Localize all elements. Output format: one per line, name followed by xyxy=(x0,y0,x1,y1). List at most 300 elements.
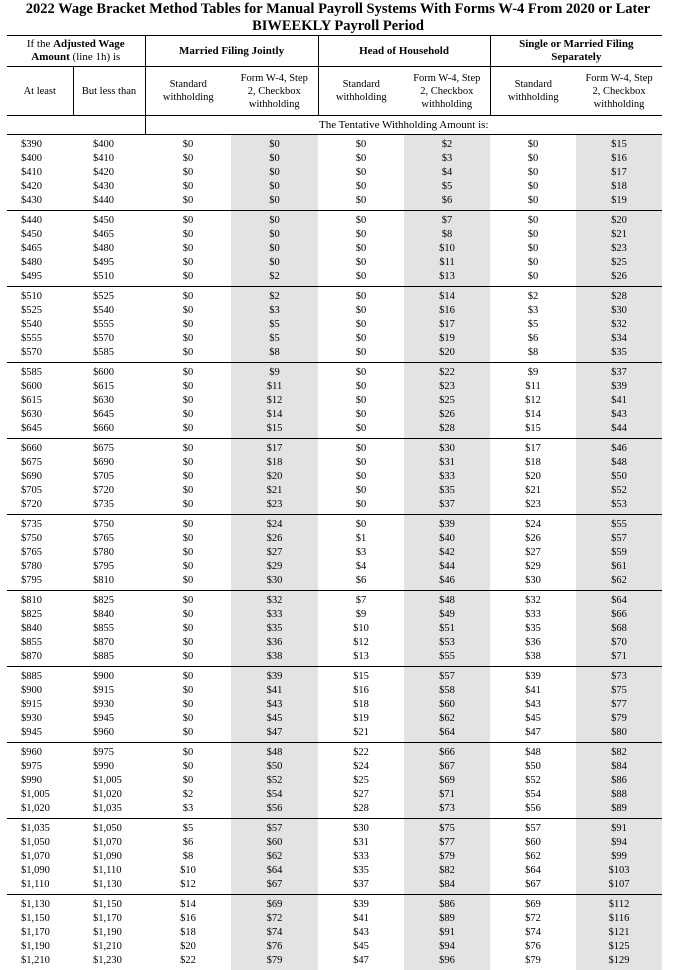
mfj-standard-cell: $0 xyxy=(145,456,231,470)
single-checkbox-cell: $28 xyxy=(576,287,662,305)
hoh-checkbox-cell: $11 xyxy=(404,256,490,270)
single-standard-cell: $20 xyxy=(490,470,576,484)
hoh-standard-cell: $0 xyxy=(318,318,404,332)
at-least-cell: $1,170 xyxy=(7,926,73,940)
single-standard-cell: $36 xyxy=(490,636,576,650)
single-standard-cell: $32 xyxy=(490,591,576,609)
mfj-standard-cell: $0 xyxy=(145,470,231,484)
hoh-standard-cell: $13 xyxy=(318,650,404,667)
mfj-checkbox-cell: $45 xyxy=(231,712,318,726)
at-least-cell: $630 xyxy=(7,408,73,422)
mfj-checkbox-cell: $56 xyxy=(231,802,318,819)
single-checkbox-cell: $80 xyxy=(576,726,662,743)
hoh-standard-cell: $15 xyxy=(318,667,404,685)
at-least-cell: $440 xyxy=(7,211,73,229)
hoh-standard-cell: $37 xyxy=(318,878,404,895)
at-least-cell: $915 xyxy=(7,698,73,712)
but-less-than-cell: $440 xyxy=(73,194,145,211)
single-standard-cell: $24 xyxy=(490,515,576,533)
but-less-than-cell: $810 xyxy=(73,574,145,591)
single-standard-cell: $60 xyxy=(490,836,576,850)
table-row xyxy=(7,439,662,457)
but-less-than-cell: $660 xyxy=(73,422,145,439)
single-standard-cell: $38 xyxy=(490,650,576,667)
hoh-standard-cell: $0 xyxy=(318,456,404,470)
but-less-than-cell: $1,230 xyxy=(73,954,145,970)
single-standard-cell: $0 xyxy=(490,256,576,270)
single-checkbox-cell: $48 xyxy=(576,456,662,470)
mfj-checkbox-cell: $24 xyxy=(231,515,318,533)
hoh-checkbox-cell: $67 xyxy=(404,760,490,774)
hoh-standard-cell: $7 xyxy=(318,591,404,609)
mfj-checkbox-cell: $12 xyxy=(231,394,318,408)
at-least-cell: $765 xyxy=(7,546,73,560)
mfj-checkbox-cell: $48 xyxy=(231,743,318,761)
hoh-checkbox-cell: $91 xyxy=(404,926,490,940)
single-checkbox-cell: $55 xyxy=(576,515,662,533)
single-standard-cell: $0 xyxy=(490,211,576,229)
but-less-than-cell: $840 xyxy=(73,608,145,622)
hoh-standard-cell: $0 xyxy=(318,332,404,346)
mfj-checkbox-cell: $0 xyxy=(231,228,318,242)
at-least-cell: $410 xyxy=(7,166,73,180)
but-less-than-cell: $1,050 xyxy=(73,819,145,837)
mfj-standard-cell: $0 xyxy=(145,667,231,685)
hoh-standard-cell: $35 xyxy=(318,864,404,878)
bracket-group xyxy=(7,743,662,819)
mfj-checkbox-cell: $20 xyxy=(231,470,318,484)
hoh-standard-cell: $27 xyxy=(318,788,404,802)
married-filing-jointly-header: Married Filing Jointly xyxy=(145,36,318,67)
table-row xyxy=(7,684,662,698)
table-row xyxy=(7,926,662,940)
hoh-checkbox-cell: $75 xyxy=(404,819,490,837)
single-checkbox-cell: $53 xyxy=(576,498,662,515)
mfj-standard-cell: $0 xyxy=(145,726,231,743)
at-least-cell: $600 xyxy=(7,380,73,394)
single-checkbox-cell: $79 xyxy=(576,712,662,726)
at-least-cell: $1,020 xyxy=(7,802,73,819)
hoh-standard-cell: $0 xyxy=(318,256,404,270)
single-checkbox-cell: $15 xyxy=(576,135,662,153)
mfj-standard-cell: $0 xyxy=(145,304,231,318)
bracket-group xyxy=(7,591,662,667)
hoh-checkbox-cell: $23 xyxy=(404,380,490,394)
mfj-standard-cell: $8 xyxy=(145,850,231,864)
table-row xyxy=(7,802,662,819)
mfj-standard-cell: $0 xyxy=(145,135,231,153)
hoh-standard-cell: $19 xyxy=(318,712,404,726)
hoh-standard-cell: $24 xyxy=(318,760,404,774)
single-checkbox-cell: $46 xyxy=(576,439,662,457)
mfj-standard-cell: $0 xyxy=(145,622,231,636)
single-checkbox-cell: $94 xyxy=(576,836,662,850)
mfj-standard-cell: $0 xyxy=(145,332,231,346)
single-checkbox-cell: $125 xyxy=(576,940,662,954)
table-row xyxy=(7,940,662,954)
single-standard-cell: $17 xyxy=(490,439,576,457)
single-checkbox-cell: $50 xyxy=(576,470,662,484)
table-row xyxy=(7,346,662,363)
single-standard-cell: $6 xyxy=(490,332,576,346)
at-least-cell: $720 xyxy=(7,498,73,515)
hoh-standard-cell: $33 xyxy=(318,850,404,864)
single-standard-cell: $30 xyxy=(490,574,576,591)
table-row xyxy=(7,484,662,498)
hoh-checkbox-cell: $28 xyxy=(404,422,490,439)
bracket-group xyxy=(7,515,662,591)
but-less-than-cell: $465 xyxy=(73,228,145,242)
table-row xyxy=(7,166,662,180)
at-least-cell: $615 xyxy=(7,394,73,408)
hoh-standard-cell: $0 xyxy=(318,422,404,439)
table-row xyxy=(7,850,662,864)
hoh-checkbox-cell: $17 xyxy=(404,318,490,332)
but-less-than-cell: $1,070 xyxy=(73,836,145,850)
hoh-standard-cell: $1 xyxy=(318,532,404,546)
table-row xyxy=(7,774,662,788)
table-row xyxy=(7,456,662,470)
table-row xyxy=(7,726,662,743)
hoh-standard-cell: $0 xyxy=(318,270,404,287)
table-row xyxy=(7,180,662,194)
hoh-checkbox-cell: $58 xyxy=(404,684,490,698)
hoh-checkbox-cell: $82 xyxy=(404,864,490,878)
hoh-standard-cell: $0 xyxy=(318,515,404,533)
but-less-than-cell: $585 xyxy=(73,346,145,363)
bracket-group xyxy=(7,363,662,439)
mfj-checkbox-cell: $32 xyxy=(231,591,318,609)
mfj-checkbox-cell: $18 xyxy=(231,456,318,470)
mfj-checkbox-cell: $47 xyxy=(231,726,318,743)
hoh-checkbox-cell: $49 xyxy=(404,608,490,622)
mfj-checkbox-cell: $5 xyxy=(231,332,318,346)
single-checkbox-cell: $35 xyxy=(576,346,662,363)
mfj-standard-cell: $0 xyxy=(145,408,231,422)
at-least-cell: $1,190 xyxy=(7,940,73,954)
single-standard-cell: $43 xyxy=(490,698,576,712)
single-standard-cell: $5 xyxy=(490,318,576,332)
at-least-cell: $525 xyxy=(7,304,73,318)
mfj-standard-cell: $0 xyxy=(145,194,231,211)
hoh-checkbox-header: Form W-4, Step 2, Checkbox withholding xyxy=(404,67,490,116)
table-row xyxy=(7,498,662,515)
but-less-than-header: But less than xyxy=(73,67,145,116)
at-least-cell: $585 xyxy=(7,363,73,381)
but-less-than-cell: $795 xyxy=(73,560,145,574)
hoh-checkbox-cell: $22 xyxy=(404,363,490,381)
mfj-checkbox-cell: $67 xyxy=(231,878,318,895)
table-row xyxy=(7,636,662,650)
single-checkbox-cell: $73 xyxy=(576,667,662,685)
at-least-cell: $1,130 xyxy=(7,895,73,913)
table-row xyxy=(7,760,662,774)
but-less-than-cell: $690 xyxy=(73,456,145,470)
hoh-checkbox-cell: $26 xyxy=(404,408,490,422)
table-row xyxy=(7,242,662,256)
mfj-standard-cell: $2 xyxy=(145,788,231,802)
hoh-standard-cell: $10 xyxy=(318,622,404,636)
hoh-standard-cell: $3 xyxy=(318,546,404,560)
but-less-than-cell: $400 xyxy=(73,135,145,153)
but-less-than-cell: $1,020 xyxy=(73,788,145,802)
table-row xyxy=(7,912,662,926)
but-less-than-cell: $975 xyxy=(73,743,145,761)
but-less-than-cell: $1,190 xyxy=(73,926,145,940)
hoh-standard-cell: $0 xyxy=(318,498,404,515)
but-less-than-cell: $645 xyxy=(73,408,145,422)
single-checkbox-cell: $91 xyxy=(576,819,662,837)
single-standard-cell: $39 xyxy=(490,667,576,685)
hoh-checkbox-cell: $48 xyxy=(404,591,490,609)
mfj-standard-cell: $0 xyxy=(145,287,231,305)
mfj-checkbox-cell: $17 xyxy=(231,439,318,457)
at-least-cell: $400 xyxy=(7,152,73,166)
at-least-cell: $870 xyxy=(7,650,73,667)
single-checkbox-cell: $82 xyxy=(576,743,662,761)
single-checkbox-cell: $84 xyxy=(576,760,662,774)
mfj-checkbox-cell: $41 xyxy=(231,684,318,698)
hoh-standard-cell: $0 xyxy=(318,228,404,242)
hoh-standard-cell: $0 xyxy=(318,152,404,166)
mfj-checkbox-cell: $11 xyxy=(231,380,318,394)
but-less-than-cell: $780 xyxy=(73,546,145,560)
mfj-standard-cell: $10 xyxy=(145,864,231,878)
single-standard-cell: $0 xyxy=(490,242,576,256)
bracket-group xyxy=(7,439,662,515)
mfj-checkbox-cell: $0 xyxy=(231,194,318,211)
single-standard-cell: $3 xyxy=(490,304,576,318)
at-least-cell: $465 xyxy=(7,242,73,256)
table-row xyxy=(7,270,662,287)
single-standard-cell: $52 xyxy=(490,774,576,788)
but-less-than-cell: $480 xyxy=(73,242,145,256)
single-standard-cell: $74 xyxy=(490,926,576,940)
single-standard-cell: $0 xyxy=(490,270,576,287)
mfj-checkbox-cell: $15 xyxy=(231,422,318,439)
single-standard-cell: $67 xyxy=(490,878,576,895)
single-standard-header: Standard withholding xyxy=(490,67,576,116)
hoh-standard-cell: $18 xyxy=(318,698,404,712)
but-less-than-cell: $945 xyxy=(73,712,145,726)
but-less-than-cell: $1,150 xyxy=(73,895,145,913)
single-checkbox-cell: $25 xyxy=(576,256,662,270)
mfj-standard-cell: $0 xyxy=(145,166,231,180)
hoh-checkbox-cell: $64 xyxy=(404,726,490,743)
mfj-standard-cell: $0 xyxy=(145,498,231,515)
mfj-checkbox-cell: $0 xyxy=(231,180,318,194)
hoh-checkbox-cell: $3 xyxy=(404,152,490,166)
mfj-standard-cell: $0 xyxy=(145,318,231,332)
hoh-checkbox-cell: $19 xyxy=(404,332,490,346)
but-less-than-cell: $765 xyxy=(73,532,145,546)
single-checkbox-cell: $68 xyxy=(576,622,662,636)
single-checkbox-cell: $71 xyxy=(576,650,662,667)
single-standard-cell: $0 xyxy=(490,152,576,166)
at-least-cell: $570 xyxy=(7,346,73,363)
at-least-cell: $1,090 xyxy=(7,864,73,878)
mfj-standard-cell: $0 xyxy=(145,180,231,194)
hoh-standard-cell: $47 xyxy=(318,954,404,970)
at-least-cell: $675 xyxy=(7,456,73,470)
hoh-standard-cell: $39 xyxy=(318,895,404,913)
at-least-cell: $885 xyxy=(7,667,73,685)
at-least-cell: $1,005 xyxy=(7,788,73,802)
hoh-standard-cell: $0 xyxy=(318,484,404,498)
table-row xyxy=(7,228,662,242)
mfj-checkbox-cell: $76 xyxy=(231,940,318,954)
but-less-than-cell: $420 xyxy=(73,166,145,180)
mfj-checkbox-cell: $0 xyxy=(231,242,318,256)
hoh-checkbox-cell: $86 xyxy=(404,895,490,913)
mfj-checkbox-cell: $5 xyxy=(231,318,318,332)
but-less-than-cell: $870 xyxy=(73,636,145,650)
mfj-checkbox-cell: $64 xyxy=(231,864,318,878)
single-standard-cell: $50 xyxy=(490,760,576,774)
single-checkbox-cell: $34 xyxy=(576,332,662,346)
at-least-cell: $930 xyxy=(7,712,73,726)
bracket-group xyxy=(7,135,662,211)
mfj-checkbox-cell: $52 xyxy=(231,774,318,788)
hoh-standard-cell: $0 xyxy=(318,304,404,318)
table-row xyxy=(7,304,662,318)
table-row xyxy=(7,532,662,546)
mfj-standard-cell: $0 xyxy=(145,574,231,591)
mfj-standard-cell: $0 xyxy=(145,591,231,609)
bracket-group xyxy=(7,819,662,895)
bracket-group xyxy=(7,895,662,970)
hoh-checkbox-cell: $94 xyxy=(404,940,490,954)
at-least-cell: $1,035 xyxy=(7,819,73,837)
hoh-standard-cell: $28 xyxy=(318,802,404,819)
but-less-than-cell: $1,005 xyxy=(73,774,145,788)
mfj-checkbox-cell: $14 xyxy=(231,408,318,422)
but-less-than-cell: $675 xyxy=(73,439,145,457)
single-checkbox-cell: $107 xyxy=(576,878,662,895)
hoh-checkbox-cell: $66 xyxy=(404,743,490,761)
mfj-standard-cell: $0 xyxy=(145,636,231,650)
single-standard-cell: $33 xyxy=(490,608,576,622)
at-least-cell: $705 xyxy=(7,484,73,498)
but-less-than-cell: $735 xyxy=(73,498,145,515)
single-standard-cell: $54 xyxy=(490,788,576,802)
but-less-than-cell: $855 xyxy=(73,622,145,636)
hoh-checkbox-cell: $30 xyxy=(404,439,490,457)
but-less-than-cell: $1,090 xyxy=(73,850,145,864)
single-standard-cell: $9 xyxy=(490,363,576,381)
single-standard-cell: $56 xyxy=(490,802,576,819)
table-row xyxy=(7,819,662,837)
at-least-cell: $420 xyxy=(7,180,73,194)
mfj-standard-cell: $0 xyxy=(145,270,231,287)
but-less-than-cell: $615 xyxy=(73,380,145,394)
single-checkbox-cell: $32 xyxy=(576,318,662,332)
but-less-than-cell: $750 xyxy=(73,515,145,533)
hoh-checkbox-cell: $53 xyxy=(404,636,490,650)
mfj-standard-cell: $0 xyxy=(145,256,231,270)
single-checkbox-cell: $17 xyxy=(576,166,662,180)
single-checkbox-cell: $89 xyxy=(576,802,662,819)
hoh-checkbox-cell: $51 xyxy=(404,622,490,636)
table-row xyxy=(7,878,662,895)
adjusted-wage-header: If the Adjusted Wage Amount (line 1h) is xyxy=(7,36,145,67)
single-standard-cell: $11 xyxy=(490,380,576,394)
table-row xyxy=(7,515,662,533)
hoh-checkbox-cell: $7 xyxy=(404,211,490,229)
mfj-checkbox-cell: $23 xyxy=(231,498,318,515)
single-checkbox-cell: $121 xyxy=(576,926,662,940)
single-checkbox-cell: $75 xyxy=(576,684,662,698)
single-checkbox-cell: $88 xyxy=(576,788,662,802)
single-standard-cell: $0 xyxy=(490,135,576,153)
but-less-than-cell: $1,170 xyxy=(73,912,145,926)
hoh-checkbox-cell: $84 xyxy=(404,878,490,895)
table-row xyxy=(7,546,662,560)
single-checkbox-cell: $61 xyxy=(576,560,662,574)
hoh-standard-cell: $41 xyxy=(318,912,404,926)
but-less-than-cell: $570 xyxy=(73,332,145,346)
mfj-standard-cell: $0 xyxy=(145,363,231,381)
mfj-standard-cell: $18 xyxy=(145,926,231,940)
mfj-standard-cell: $0 xyxy=(145,684,231,698)
at-least-cell: $810 xyxy=(7,591,73,609)
but-less-than-cell: $540 xyxy=(73,304,145,318)
hoh-checkbox-cell: $69 xyxy=(404,774,490,788)
mfj-standard-cell: $22 xyxy=(145,954,231,970)
table-row xyxy=(7,211,662,229)
hoh-checkbox-cell: $31 xyxy=(404,456,490,470)
single-standard-cell: $57 xyxy=(490,819,576,837)
mfj-standard-cell: $0 xyxy=(145,515,231,533)
mfj-standard-cell: $0 xyxy=(145,394,231,408)
mfj-checkbox-header: Form W-4, Step 2, Checkbox withholding xyxy=(231,67,318,116)
but-less-than-cell: $1,210 xyxy=(73,940,145,954)
table-row xyxy=(7,470,662,484)
table-row xyxy=(7,408,662,422)
single-standard-cell: $18 xyxy=(490,456,576,470)
single-standard-cell: $0 xyxy=(490,166,576,180)
mfj-standard-cell: $14 xyxy=(145,895,231,913)
hoh-checkbox-cell: $71 xyxy=(404,788,490,802)
but-less-than-cell: $630 xyxy=(73,394,145,408)
hoh-checkbox-cell: $2 xyxy=(404,135,490,153)
hoh-checkbox-cell: $57 xyxy=(404,667,490,685)
single-checkbox-cell: $59 xyxy=(576,546,662,560)
table-row xyxy=(7,332,662,346)
single-checkbox-cell: $30 xyxy=(576,304,662,318)
hoh-standard-cell: $0 xyxy=(318,346,404,363)
mfj-standard-cell: $6 xyxy=(145,836,231,850)
single-checkbox-cell: $70 xyxy=(576,636,662,650)
hoh-checkbox-cell: $40 xyxy=(404,532,490,546)
table-row xyxy=(7,135,662,153)
at-least-cell: $690 xyxy=(7,470,73,484)
hoh-checkbox-cell: $79 xyxy=(404,850,490,864)
table-row xyxy=(7,394,662,408)
table-row xyxy=(7,788,662,802)
hoh-checkbox-cell: $96 xyxy=(404,954,490,970)
hoh-checkbox-cell: $14 xyxy=(404,287,490,305)
single-standard-cell: $35 xyxy=(490,622,576,636)
mfj-checkbox-cell: $0 xyxy=(231,256,318,270)
hoh-standard-cell: $21 xyxy=(318,726,404,743)
single-checkbox-cell: $52 xyxy=(576,484,662,498)
hoh-checkbox-cell: $42 xyxy=(404,546,490,560)
mfj-checkbox-cell: $39 xyxy=(231,667,318,685)
single-checkbox-cell: $112 xyxy=(576,895,662,913)
mfj-standard-cell: $0 xyxy=(145,546,231,560)
hoh-checkbox-cell: $39 xyxy=(404,515,490,533)
